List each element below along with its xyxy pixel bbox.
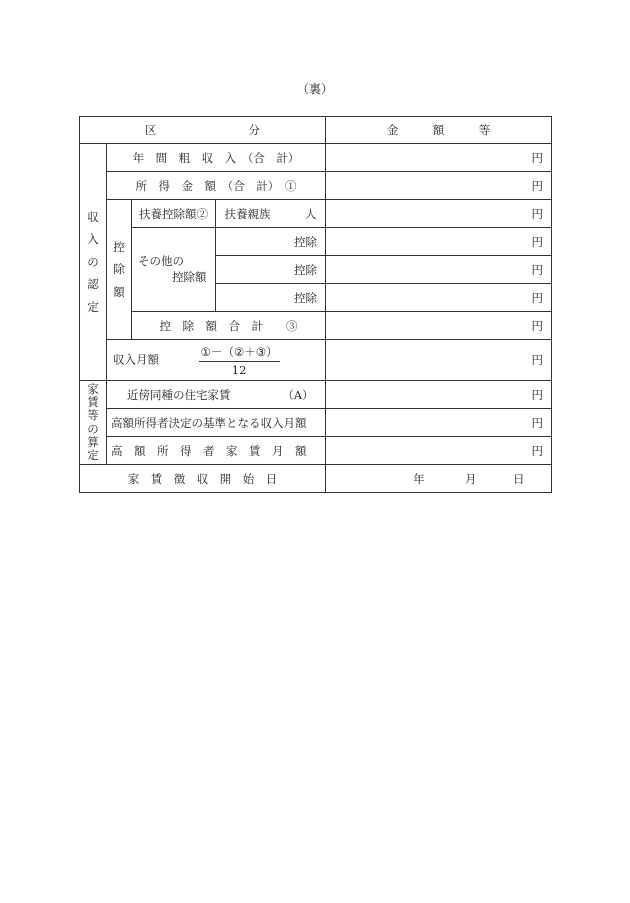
row-dependent-deduction: [80, 200, 552, 228]
yen-unit: 円: [531, 290, 543, 305]
collection-start-text: 家 賃 徴 収 開 始 日: [127, 471, 278, 486]
yen-unit: 円: [531, 415, 543, 430]
dependent-deduction-amount[interactable]: [326, 200, 552, 228]
neighborhood-rent-label: [107, 381, 326, 409]
income-label-char: 入: [87, 232, 99, 247]
rent-label-char: 定: [87, 447, 99, 462]
other-deduction-amount-2[interactable]: [326, 256, 552, 284]
rent-label-char: 算: [87, 434, 99, 449]
income-label-char: 収: [87, 209, 99, 224]
threshold-income-amount[interactable]: [326, 409, 552, 437]
deduction-total-label: [132, 312, 326, 340]
row-threshold-income: [80, 409, 552, 437]
other-deduction-amount-1[interactable]: [326, 228, 552, 256]
yen-unit: 円: [531, 178, 543, 193]
date-day-label: 日: [513, 471, 525, 486]
row-monthly-income: [80, 340, 552, 381]
income-label-char: 認: [87, 277, 99, 292]
dependents-count[interactable]: [216, 200, 326, 228]
yen-unit: 円: [531, 353, 543, 367]
date-month-label: 月: [465, 471, 477, 486]
deduction-label-char: 除: [113, 262, 125, 277]
income-label-char: の: [87, 254, 99, 269]
header-amount: [326, 117, 552, 144]
dependent-deduction-text: 扶養控除額②: [139, 206, 208, 221]
header-amount-text: 金 額 等: [386, 123, 491, 137]
monthly-income-formula: [199, 344, 280, 377]
dependents-text: 扶養親族 人: [224, 206, 317, 221]
yen-unit: 円: [531, 206, 543, 221]
other-deduction-item-2[interactable]: [216, 256, 326, 284]
collection-start-label: [80, 465, 326, 493]
header-row: [80, 117, 552, 144]
row-income-amount: [80, 172, 552, 200]
high-income-rent-label: [107, 437, 326, 465]
other-deduction-amount-3[interactable]: [326, 284, 552, 312]
rent-label-char: の: [87, 421, 99, 436]
monthly-income-text: 収入月額: [113, 352, 159, 366]
rent-label-char: 等: [87, 408, 99, 423]
row-neighborhood-rent: [80, 381, 552, 409]
high-income-rent-amount[interactable]: [326, 437, 552, 465]
rent-label-char: 家: [87, 381, 99, 396]
monthly-income-amount[interactable]: [326, 340, 552, 381]
formula-denominator: 12: [231, 362, 247, 377]
neighborhood-rent-amount[interactable]: [326, 381, 552, 409]
high-income-rent-text: 高 額 所 得 者 家 賃 月 額: [111, 443, 307, 458]
row-deduction-total: [80, 312, 552, 340]
row-gross-income: [80, 144, 552, 172]
monthly-income-label: [107, 340, 326, 381]
header-category-text: 区 分: [145, 123, 260, 137]
other-deductions-line1: その他の: [138, 253, 184, 268]
yen-unit: 円: [531, 262, 543, 277]
deduction-total-amount[interactable]: [326, 312, 552, 340]
row-high-income-rent: [80, 437, 552, 465]
other-deduction-item-3[interactable]: [216, 284, 326, 312]
date-year-label: 年: [413, 471, 425, 486]
deduction-total-text: 控 除 額 合 計 ③: [159, 318, 298, 333]
deduction-item-text: 控除: [294, 234, 317, 249]
page-heading: （裏）: [296, 82, 333, 96]
income-amount-text: 所 得 金 額 （合 計） ①: [135, 178, 297, 193]
neighborhood-rent-text: 近傍同種の住宅家賃 （A）: [127, 387, 314, 402]
gross-income-text: 年 間 粗 収 入 （合 計）: [132, 150, 300, 165]
rent-label-char: 賃: [87, 395, 99, 410]
income-section-label: [80, 144, 107, 381]
other-deduction-item-1[interactable]: [216, 228, 326, 256]
dependent-deduction-label: [132, 200, 216, 228]
gross-income-label: [107, 144, 326, 172]
collection-start-date[interactable]: [326, 465, 552, 493]
row-other-deduction-1: [80, 228, 552, 256]
other-deductions-label: [132, 228, 216, 312]
threshold-income-label: [107, 409, 326, 437]
gross-income-amount[interactable]: [326, 144, 552, 172]
deduction-label-char: 控: [113, 239, 125, 254]
rent-section-label: [80, 381, 107, 465]
yen-unit: 円: [531, 387, 543, 402]
income-rent-form-table: [79, 116, 552, 493]
other-deductions-line2: 控除額: [172, 269, 207, 284]
threshold-income-text: 高額所得者決定の基準となる収入月額: [111, 415, 307, 430]
deduction-label-char: 額: [113, 284, 125, 299]
deduction-item-text: 控除: [294, 262, 317, 277]
deduction-item-text: 控除: [294, 290, 317, 305]
yen-unit: 円: [531, 150, 543, 165]
income-amount-label: [107, 172, 326, 200]
yen-unit: 円: [531, 318, 543, 333]
income-label-char: 定: [87, 299, 99, 314]
header-category: [80, 117, 326, 144]
row-collection-start: [80, 465, 552, 493]
income-amount-value[interactable]: [326, 172, 552, 200]
deduction-section-label: [107, 200, 132, 340]
yen-unit: 円: [531, 443, 543, 458]
formula-numerator: ①－（②＋③）: [199, 344, 280, 362]
yen-unit: 円: [531, 234, 543, 249]
